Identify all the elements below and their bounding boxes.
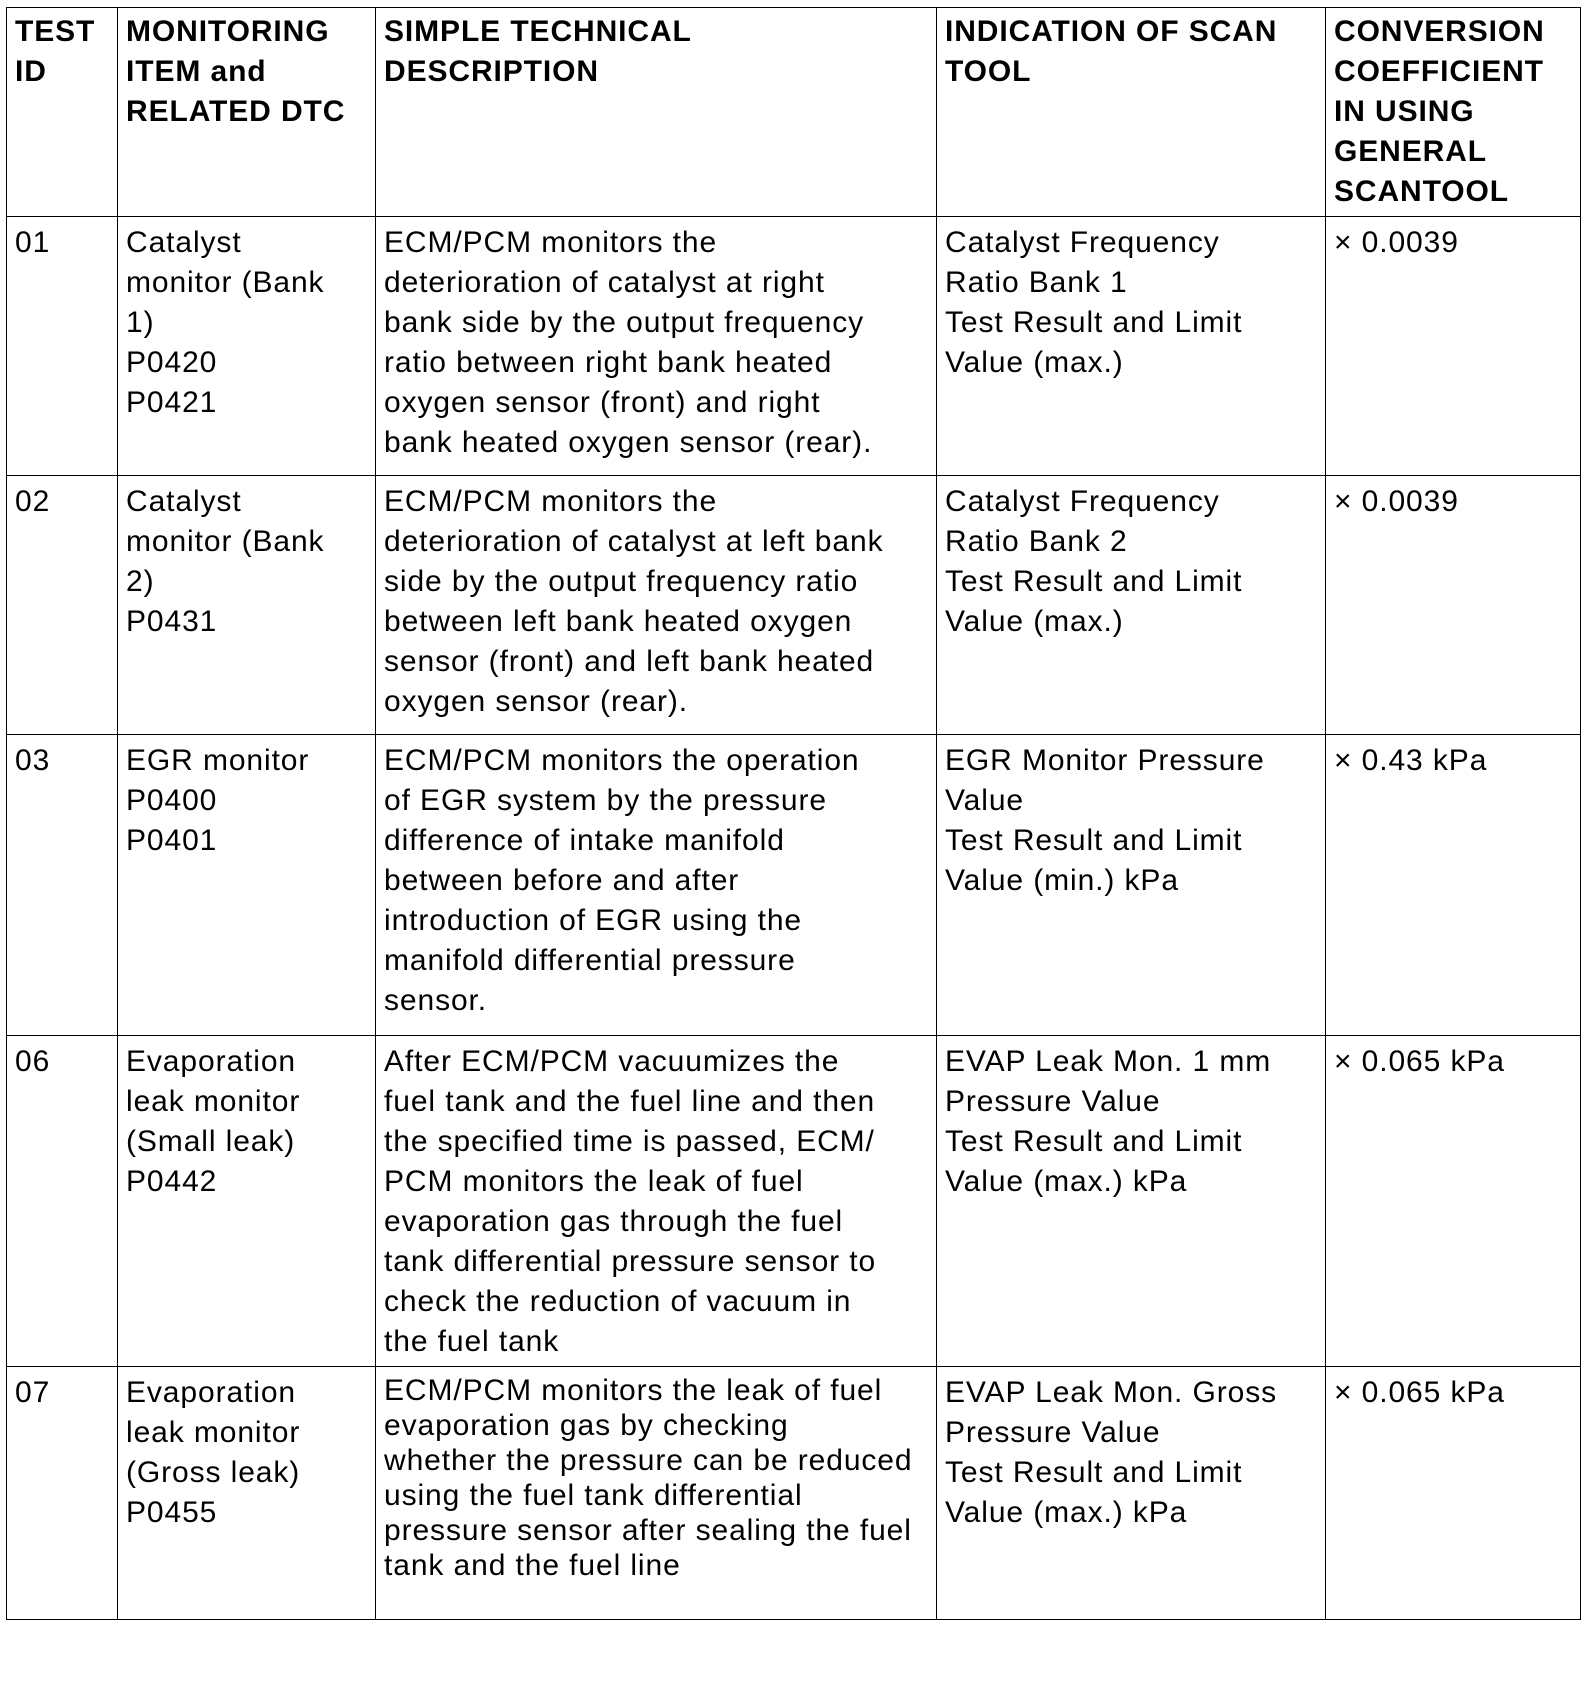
description-cell: ECM/PCM monitors the leak of fuel evaporation gas by checking whether the pressure can be reduced using the fuel tank differential pressure sensor after sealing the fuel tank and the fuel line: [376, 1367, 937, 1620]
description-cell: ECM/PCM monitors the deterioration of catalyst at left bank side by the output frequency ratio between left bank heated oxygen sensor (front) and left bank heated oxygen sensor (rear).: [376, 476, 937, 735]
table-row: [7, 476, 1581, 735]
conversion-coefficient-cell: × 0.065 kPa: [1326, 1036, 1581, 1367]
header-test-id: TEST ID: [7, 8, 118, 217]
test-id-cell: 01: [7, 217, 118, 476]
scan-tool-cell: EGR Monitor Pressure Value Test Result and Limit Value (min.) kPa: [937, 735, 1326, 1036]
header-row: [7, 8, 1581, 217]
test-id-cell: 02: [7, 476, 118, 735]
scan-tool-cell: EVAP Leak Mon. 1 mm Pressure Value Test Result and Limit Value (max.) kPa: [937, 1036, 1326, 1367]
conversion-coefficient-cell: × 0.43 kPa: [1326, 735, 1581, 1036]
conversion-coefficient-cell: × 0.0039: [1326, 476, 1581, 735]
test-id-cell: 06: [7, 1036, 118, 1367]
conversion-coefficient-cell: × 0.0039: [1326, 217, 1581, 476]
scan-tool-cell: Catalyst Frequency Ratio Bank 1 Test Result and Limit Value (max.): [937, 217, 1326, 476]
monitoring-item-cell: EGR monitor P0400 P0401: [118, 735, 376, 1036]
monitoring-item-cell: Evaporation leak monitor (Gross leak) P0455: [118, 1367, 376, 1620]
header-conversion-coefficient: CONVERSION COEFFICIENT IN USING GENERAL SCANTOOL: [1326, 8, 1581, 217]
header-monitoring-item: MONITORING ITEM and RELATED DTC: [118, 8, 376, 217]
test-id-cell: 07: [7, 1367, 118, 1620]
monitoring-item-cell: Evaporation leak monitor (Small leak) P0442: [118, 1036, 376, 1367]
conversion-coefficient-cell: × 0.065 kPa: [1326, 1367, 1581, 1620]
table-row: [7, 1367, 1581, 1620]
scan-tool-cell: Catalyst Frequency Ratio Bank 2 Test Result and Limit Value (max.): [937, 476, 1326, 735]
header-description: SIMPLE TECHNICAL DESCRIPTION: [376, 8, 937, 217]
monitoring-item-cell: Catalyst monitor (Bank 1) P0420 P0421: [118, 217, 376, 476]
table-row: [7, 735, 1581, 1036]
monitoring-item-cell: Catalyst monitor (Bank 2) P0431: [118, 476, 376, 735]
table-row: [7, 217, 1581, 476]
table-row: [7, 1036, 1581, 1367]
scan-tool-cell: EVAP Leak Mon. Gross Pressure Value Test Result and Limit Value (max.) kPa: [937, 1367, 1326, 1620]
monitor-test-table: [6, 7, 1581, 1620]
description-cell: After ECM/PCM vacuumizes the fuel tank and the fuel line and then the specified time is passed, ECM/ PCM monitors the leak of fuel evaporation gas through the fuel tank differential pressure sensor to check the reduction of vacuum in the fuel tank: [376, 1036, 937, 1367]
description-cell: ECM/PCM monitors the operation of EGR system by the pressure difference of intake manifold between before and after introduction of EGR using the manifold differential pressure sensor.: [376, 735, 937, 1036]
header-scan-tool: INDICATION OF SCAN TOOL: [937, 8, 1326, 217]
test-id-cell: 03: [7, 735, 118, 1036]
description-cell: ECM/PCM monitors the deterioration of catalyst at right bank side by the output frequency ratio between right bank heated oxygen sensor (front) and right bank heated oxygen sensor (rear).: [376, 217, 937, 476]
